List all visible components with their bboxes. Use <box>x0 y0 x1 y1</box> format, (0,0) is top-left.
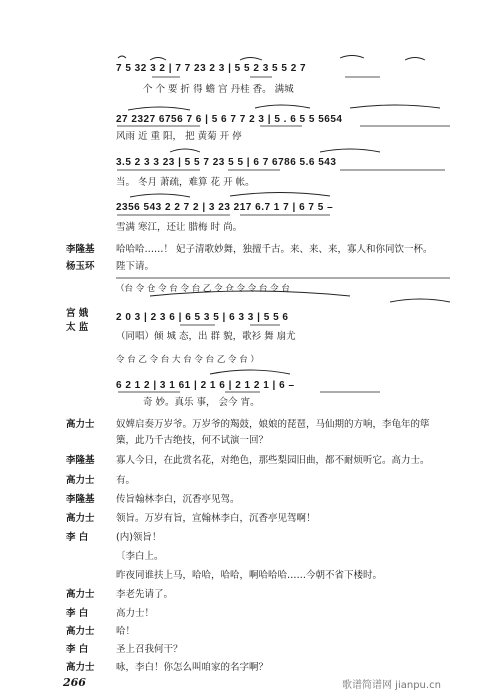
speaker-name: 李 白 <box>66 532 89 543</box>
speaker-name: 高力士 <box>66 589 95 600</box>
staff-row-3-notes: 3.5 2 3 3 23 | 5 5 7 23 5 5 | 6 7 6786 5.6 543 <box>116 157 337 168</box>
speaker-name: 李 白 <box>66 644 89 655</box>
speaker-name: 李隆基 <box>66 455 95 466</box>
dialogue-line: 陛下请。 <box>116 261 155 272</box>
speaker-name: 高力士 <box>66 475 95 486</box>
slur-mark <box>150 58 166 61</box>
dialogue-line: 奴婢启奏万岁爷。万岁爷的羯鼓，娘娘的琵琶，马仙期的方响，李龟年的筚 <box>116 419 430 430</box>
dialogue-line: (内)领旨！ <box>116 532 162 543</box>
dialogue-line: 咏，李白！你怎么叫咱家的名字啊？ <box>116 662 269 673</box>
speaker-name: 杨玉环 <box>66 261 95 272</box>
dialogue-line: 圣上召我何干？ <box>116 644 183 655</box>
slur-mark <box>118 56 126 58</box>
dialogue-line: 传旨翰林李白，沉香亭见驾。 <box>116 494 240 505</box>
slur-mark <box>255 105 310 108</box>
dialogue-line: 篥，此乃千古绝技，何不试演一回？ <box>116 435 269 446</box>
choral-notes-2: 6 2 1 2 | 3 1 61 | 2 1 6 | 2 1 2 1 | 6 – <box>116 380 295 391</box>
dialogue-line: 领旨。万岁有旨，宣翰林李白，沉香亭见驾啊！ <box>116 513 316 524</box>
slur-mark <box>240 58 262 61</box>
dialogue-line: 寡人今日，在此赏名花，对绝色，那些梨园旧曲，都不耐烦听它。高力士。 <box>116 455 430 466</box>
staff-row-1-lyrics: 个 个 要 折 得 蟾 宫 丹桂 香。 满城 <box>143 84 294 95</box>
percussion-line-top: （台 令 仓 令 台 令 台 乙 令 仓 令 令 台 令 台 <box>116 284 290 294</box>
slur-mark <box>130 194 190 197</box>
choral-lyrics-2: 奇 妙。真乐 事， 会今 宵。 <box>143 397 260 408</box>
staff-row-4-lyrics: 雪满 寒江，还让 腊梅 时 尚。 <box>116 222 243 233</box>
percussion-line-mid: 令 台 乙 令 台 大 台 令 台 乙 令 台 ） <box>116 355 259 365</box>
dialogue-line: 哈哈哈……！ 妃子清歌妙舞，独擅千古。来、来、来，寡人和你同饮一杯。 <box>116 244 433 255</box>
slur-mark <box>405 58 425 61</box>
slur-mark <box>350 105 440 108</box>
choral-notes-1: 2 0 3 | 2 3 6 | 6 5 3 5 | 6 3 3 | 5 5 6 <box>116 312 289 323</box>
staff-row-1-notes: 7 5 32 3 2 | 7 7 23 2 3 | 5 5 2 3 5 5 2 7 <box>116 63 307 74</box>
speaker-name: 高力士 <box>66 662 95 673</box>
dialogue-line: 高力士！ <box>116 608 155 619</box>
staff-row-2-lyrics: 风雨 近 重 阳， 把 黄菊 开 停 <box>116 131 242 142</box>
watermark: 歌谱简谱网 jianpu.cn <box>342 680 441 691</box>
dialogue-line: 李老先请了。 <box>116 589 174 600</box>
slur-mark <box>210 370 290 374</box>
dialogue-line: 哈！ <box>116 626 136 637</box>
dialogue-line: 有。 <box>116 475 136 486</box>
speaker-name: 李隆基 <box>66 494 95 505</box>
slur-mark <box>150 291 350 296</box>
speaker-name: 高力士 <box>66 419 95 430</box>
slur-mark <box>128 107 190 110</box>
slur-mark <box>390 299 450 302</box>
choral-lyrics-1: （同唱）倾 城 态，出 群 貌，歌衫 舞 扇尤 <box>116 331 296 342</box>
speaker-name: 李 白 <box>66 608 89 619</box>
page-number: 266 <box>63 676 86 689</box>
dialogue-line: 昨夜同谁扶上马，哈哈，哈哈，啊哈哈哈……今朝不省下楼时。 <box>116 570 383 581</box>
choral-speaker: 太 监 <box>66 322 89 333</box>
slur-mark <box>170 149 200 152</box>
speaker-name: 李隆基 <box>66 244 95 255</box>
staff-row-4-notes: 2356 543 2 2 7 2 | 3 23 217 6.7 1 7 | 6 7 5 – <box>116 202 334 213</box>
staff-row-3-lyrics: 当。 冬月 萧疏，难算 花 开 帐。 <box>116 177 255 188</box>
stage-direction: 〔李白上。 <box>116 551 164 562</box>
staff-row-2-notes: 27 2327 6756 7 6 | 5 6 7 7 2 3 | 5 . 6 5 5 5654 <box>116 114 343 125</box>
slur-mark <box>340 56 364 59</box>
choral-speaker: 宫 娥 <box>66 308 89 319</box>
speaker-name: 高力士 <box>66 626 95 637</box>
slur-mark <box>230 193 330 197</box>
slur-mark <box>320 149 380 152</box>
speaker-name: 高力士 <box>66 513 95 524</box>
